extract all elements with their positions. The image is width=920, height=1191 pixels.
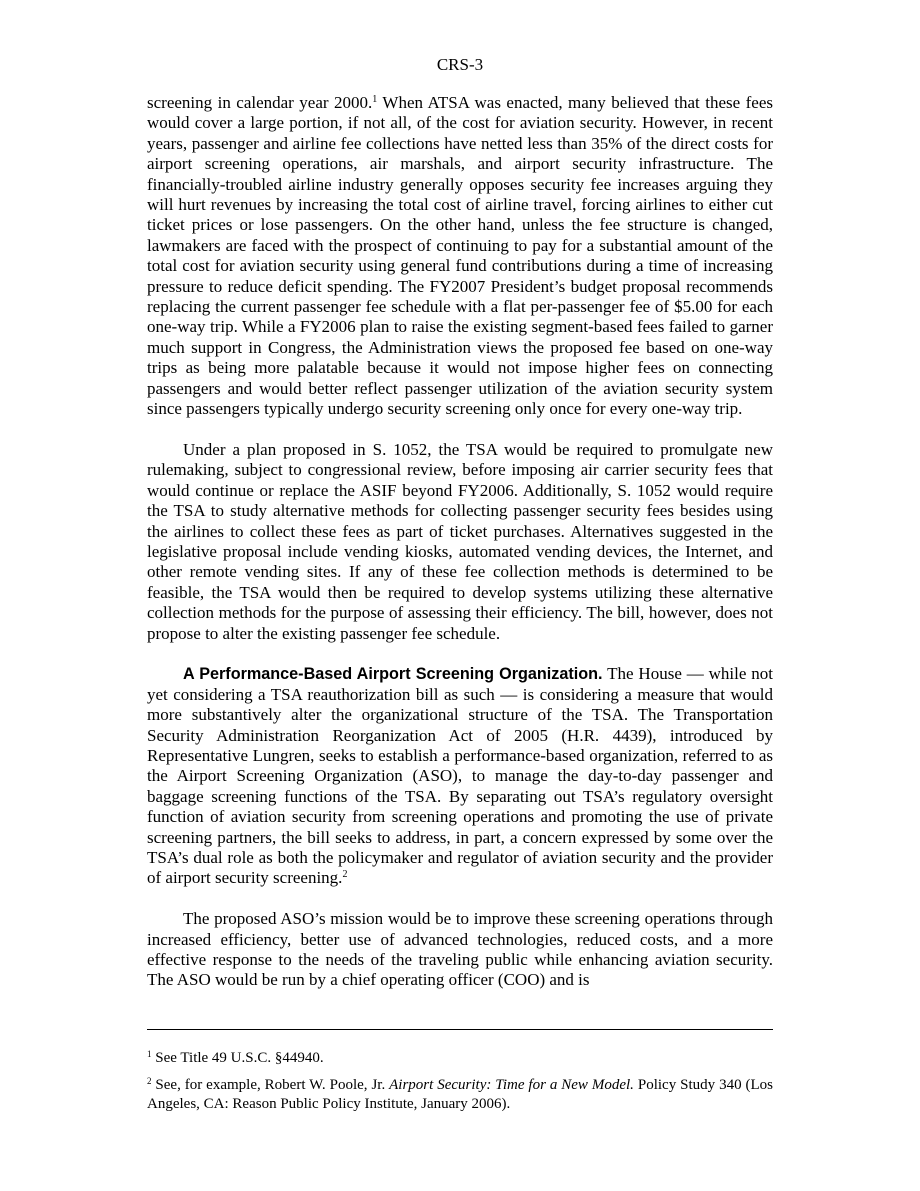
paragraph-text: Under a plan proposed in S. 1052, the TSA would be required to promulgate new rulemaking, subject to congressional review, before imposing air carrier security fees that would continue or replace the ASIF beyond FY2006. Additionally, S. 1052 would require the TSA to study alternative methods for collecting passenger security fees besides using the airlines to collect these fees as part of ticket purchases. Alternatives suggested in the legislative proposal include vending kiosks, automated vending devices, the Internet, and other remote vending sites. If any of these fee collection methods is determined to be feasible, the TSA would then be required to develop systems utilizing these alternative collection methods for the purpose of assessing their efficiency. The bill, however, does not propose to alter the existing passenger fee schedule.	[147, 439, 773, 643]
page-number: CRS-3	[436, 55, 484, 74]
paragraph-s1052	[147, 440, 773, 644]
section-heading: A Performance-Based Airport Screening Organization.	[183, 665, 603, 684]
footnote-2	[147, 1076, 773, 1114]
footnote-text: See, for example, Robert W. Poole, Jr.	[151, 1077, 390, 1093]
paragraph-aso-intro	[147, 664, 773, 888]
footnote-1	[147, 1049, 773, 1068]
footnote-separator	[147, 1029, 773, 1030]
paragraph-text: The proposed ASO’s mission would be to improve these screening operations through increased efficiency, better use of advanced technologies, reduced costs, and a more effective response to the needs of the traveling public while enhancing aviation security. The ASO would be run by a chief operating officer (COO) and is	[147, 909, 773, 990]
footnote-text: Policy Study 340 (Los Angeles, CA: Reason Public Policy Institute, January 2006).	[147, 1077, 773, 1112]
footnote-ref-1: 1	[372, 94, 378, 105]
footnote-cited-title: Airport Security: Time for a New Model.	[389, 1077, 634, 1093]
footnotes	[147, 1049, 773, 1122]
paragraph-text: When ATSA was enacted, many believed that these fees would cover a large portion, if not all, of the cost for aviation security. However, in recent years, passenger and airline fee collections have netted less than 35% of the direct costs for airport screening operations, air marshals, and airport security infrastructure. The financially-troubled airline industry generally opposes security fee increases arguing they will hurt revenues by increasing the total cost of airline travel, forcing airlines to either cut ticket prices or lose passengers. On the other hand, unless the fee structure is changed, lawmakers are faced with the prospect of continuing to pay for a substantial amount of the total cost for aviation security using general fund contributions during a time of increasing pressure to reduce deficit spending. The FY2007 President’s budget proposal recommends replacing the current passenger fee schedule with a flat per-passenger fee of $5.00 for each one-way trip. While a FY2006 plan to raise the existing segment-based fees failed to garner much support in Congress, the Administration views the proposed fee based on one-way trips as being more palatable because it would not impose higher fees on connecting passengers and would better reflect passenger utilization of the aviation security system since passengers typically undergo security screening only once for every one-way trip.	[147, 93, 773, 419]
body-text	[147, 93, 773, 1011]
paragraph-text: The House — while not yet considering a TSA reauthorization bill as such — is considering a measure that would more substantively alter the organizational structure of the TSA. The Transportation Security Administration Reorganization Act of 2005 (H.R. 4439), introduced by Representative Lungren, seeks to establish a performance-based organization, referred to as the Airport Screening Organization (ASO), to manage the day-to-day passenger and baggage screening functions of the TSA. By separating out TSA’s regulatory oversight function of aviation security from screening operations and promoting the use of private screening partners, the bill seeks to address, in part, a concern expressed by some over the TSA’s dual role as both the policymaker and regulator of aviation security and the provider of airport security screening.	[147, 664, 773, 888]
paragraph-aso-mission	[147, 909, 773, 991]
footnote-number: 2	[147, 1076, 152, 1086]
paragraph-ticket-fees	[147, 93, 773, 420]
footnote-ref-2: 2	[342, 869, 348, 881]
footnote-number: 1	[147, 1049, 152, 1059]
footnote-text: See Title 49 U.S.C. §44940.	[151, 1050, 324, 1066]
paragraph-text: screening in calendar year 2000.	[147, 93, 373, 112]
